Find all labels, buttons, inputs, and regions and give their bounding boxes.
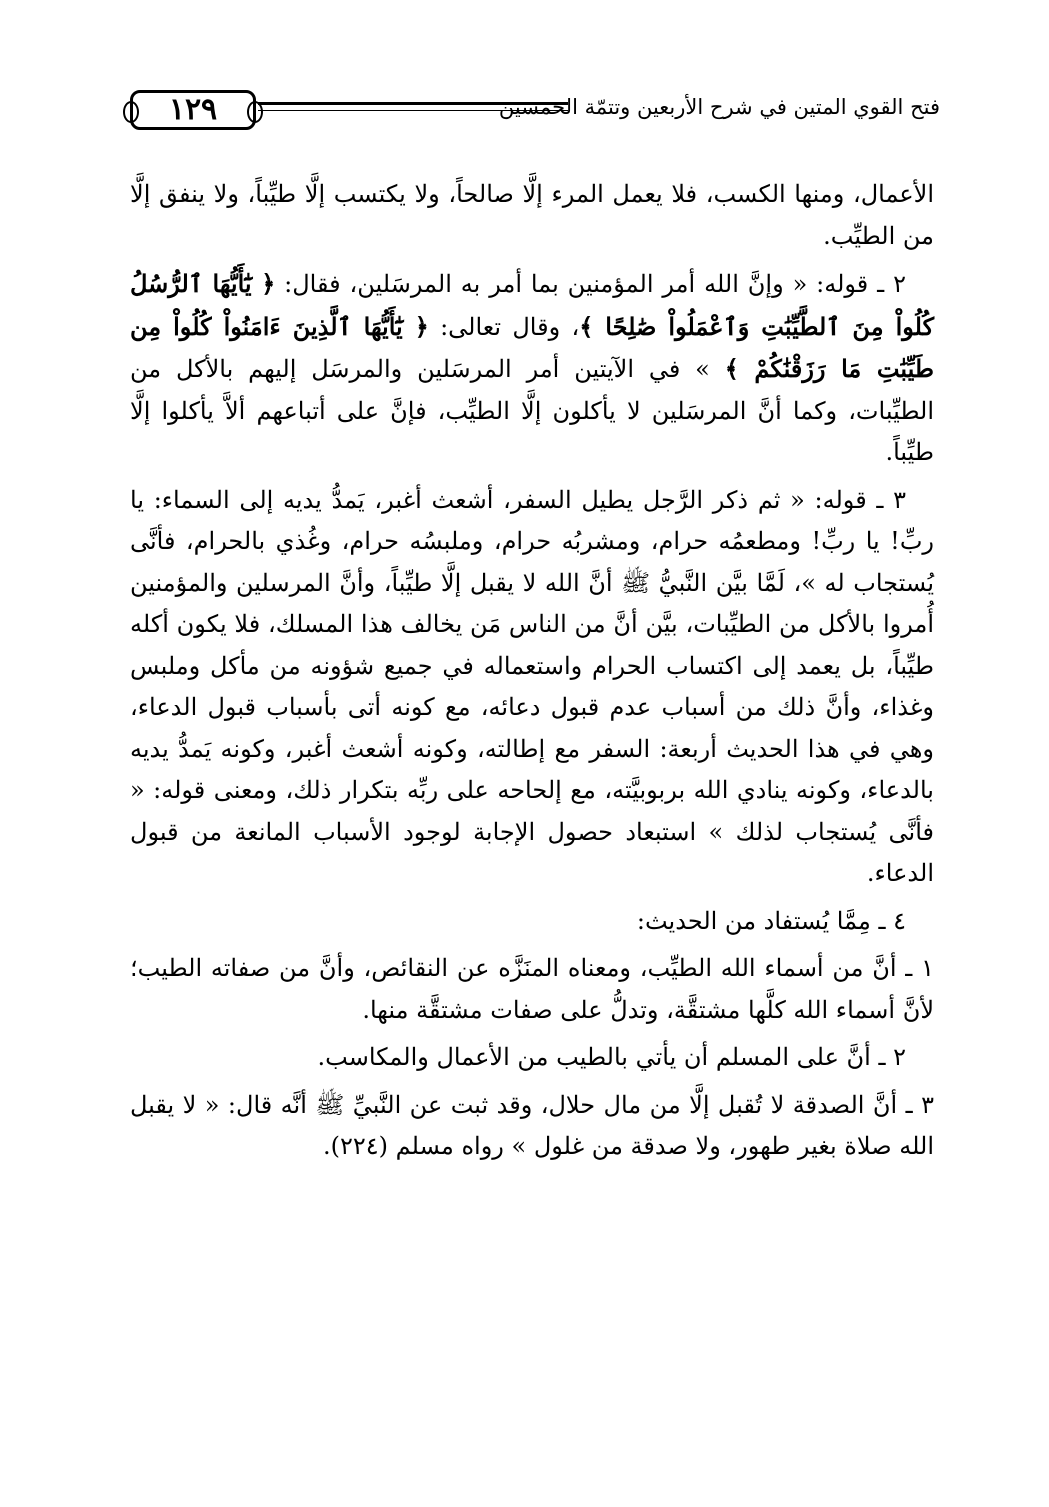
paragraph-1: الأعمال، ومنها الكسب، فلا يعمل المرء إلَّا صالحاً، ولا يكتسب إلَّا طيِّباً، ولا ينفق إلَّا من الطيِّب. — [130, 180, 934, 250]
page-number-frame — [130, 90, 256, 130]
benefit-2: ٢ ـ أنَّ على المسلم أن يأتي بالطيب من الأعمال والمكاسب. — [317, 1043, 906, 1071]
benefit-3: ٣ ـ أنَّ الصدقة لا تُقبل إلَّا من مال حلال، وقد ثبت عن النَّبيِّ ﷺ أنَّه قال: « لا يقبل الله صلاة بغير طهور، ولا صدقة من غلول » رواه مسلم (٢٢٤). — [130, 1090, 934, 1160]
page-header — [118, 86, 940, 148]
benefits-heading: ٤ ـ مِمَّا يُستفاد من الحديث: — [636, 906, 906, 935]
paragraph-2-end: » في الآيتين أمر المرسَلين والمرسَل إليهم بالأكل من الطيِّبات، وكما أنَّ المرسَلين لا يأكلون إلَّا الطيِّب، فإنَّ على أتباعهم ألاَّ يأكلوا إلَّا طيِّباً. — [130, 355, 934, 466]
quran-verse-2: ﴿ يَٰٓأَيُّهَا ٱلَّذِينَ ءَامَنُواْ كُلُواْ مِن طَيِّبَٰتِ مَا رَزَقْنَٰكُمْ ﴾ — [130, 311, 934, 383]
page-number: ١٢٩ — [168, 92, 218, 127]
running-title: فتح القوي المتين في شرح الأربعين وتتمّة الخمسين — [498, 95, 940, 119]
paragraph-2 — [130, 263, 934, 474]
quran-verse-1: ﴿ يَٰٓأَيُّهَا ٱلرُّسُلُ كُلُواْ مِنَ ٱلطَّيِّبَٰتِ وَٱعْمَلُواْ صَٰلِحًا ﴾ — [130, 269, 935, 341]
paragraph-2-intro: ٢ ـ قوله: « وإنَّ الله أمر المؤمنين بما أمر به المرسَلين، فقال: — [275, 270, 906, 298]
paragraph-2-middle: ، وقال تعالى: — [428, 312, 580, 341]
paragraph-3: ٣ ـ قوله: « ثم ذكر الرَّجل يطيل السفر، أشعث أغبر، يَمدُّ يديه إلى السماء: يا ربِّ! يا ربِّ! ومطعمُه حرام، ومشربُه حرام، وملبسُه حرام، وغُذي بالحرام، فأنَّى يُستجاب له »، لَمَّا بيَّن النَّبيُّ ﷺ أنَّ الله لا يقبل إلَّا طيِّباً، وأنَّ المرسلين والمؤمنين أُمروا بالأكل من الطيِّبات، بيَّن أنَّ من الناس مَن يخالف هذا المسلك، فلا يكون أكله طيِّباً، بل يعمد إلى اكتساب الحرام واستعماله في جميع شؤونه من مأكل وملبس وغذاء، وأنَّ ذلك من أسباب عدم قبول دعائه، مع كونه أتى بأسباب قبول الدعاء، وهي في هذا الحديث أربعة: السفر مع إطالته، وكونه أشعث أغبر، وكونه يَمدُّ يديه بالدعاء، وكونه ينادي الله بربوبيَّته، مع إلحاحه على ربِّه بتكرار ذلك، ومعنى قوله: « فأنَّى يُستجاب لذلك » استبعاد حصول الإجابة لوجود الأسباب المانعة من قبول الدعاء. — [130, 485, 934, 887]
header-rule — [258, 102, 568, 111]
benefit-1: ١ ـ أنَّ من أسماء الله الطيِّب، ومعناه المنَزَّه عن النقائص، وأنَّ من صفاته الطيب؛ لأنَّ أسماء الله كلَّها مشتقَّة، وتدلُّ على صفات مشتقَّة منها. — [130, 954, 934, 1024]
page-body — [130, 174, 934, 1174]
